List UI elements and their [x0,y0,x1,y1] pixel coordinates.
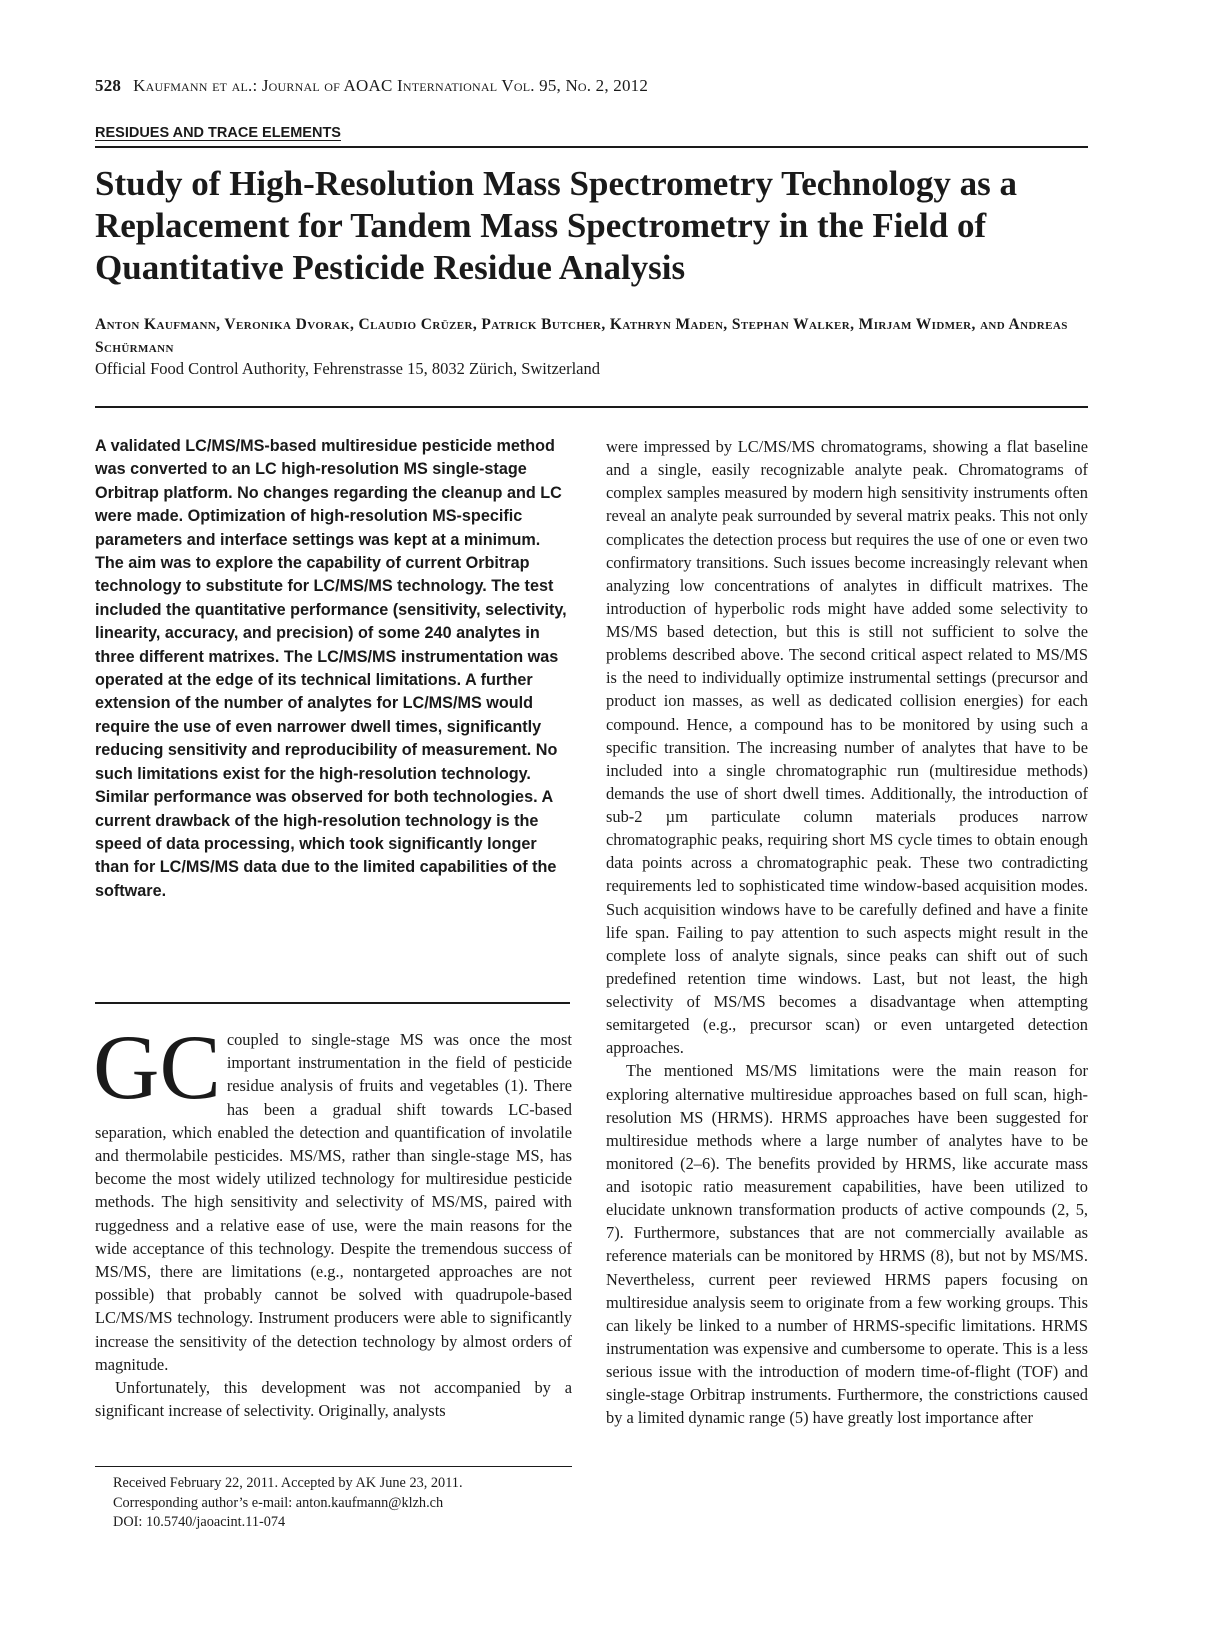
right-paragraph-1: were impressed by LC/MS/MS chromatograms, showing a flat baseline and a single, easily recognizable analyte peak. Chromatograms of complex samples measured by modern high sensitivity instruments often reveal an analyte peak surrounded by several matrix peaks. This not only complicates the detection process but requires the use of one or even two confirmatory transitions. Such issues become increasingly relevant when analyzing low concentrations of analytes in difficult matrixes. The introduction of hyperbolic rods might have added some selectivity to MS/MS based detection, but this is still not sufficient to solve the problems described above. The second critical aspect related to MS/MS is the need to individually optimize instrumental settings (precursor and product ion masses, as well as dedicated collision energies) for each compound. Hence, a compound has to be monitored by using such a specific transition. The increasing number of analytes that have to be included into a single chromatographic run (multiresidue methods) demands the use of short dwell times. Additionally, the introduction of sub-2 µm particulate column materials produces narrow chromatographic peaks, requiring short MS cycle times to obtain enough data points across a chromatographic peak. These two contradicting requirements led to sophisticated time window-based acquisition modes. Such acquisition windows have to be carefully defined and have a finite life span. Failing to pay attention to such aspects might result in the complete loss of analyte signals, since peaks can shift out of such predefined retention time windows. Last, but not least, the high selectivity of MS/MS becomes a disadvantage when attempting semitargeted (e.g., precursor scan) or even untargeted detection approaches. [606,437,1088,1058]
right-paragraph-2: The mentioned MS/MS limitations were the main reason for exploring alternative multiresidue approaches based on full scan, high-resolution MS (HRMS). HRMS approaches have been suggested for multiresidue methods where a large number of analytes have to be monitored (2–6). The benefits provided by HRMS, like accurate mass and isotopic ratio measurement capabilities, have been utilized to elucidate unknown transformation products of active compounds (2, 5, 7). Furthermore, substances that are not commercially available as reference materials can be monitored by HRMS (8), but not by MS/MS. Nevertheless, current peer reviewed HRMS papers focusing on multiresidue analysis seem to originate from a few working groups. This can likely be linked to a number of HRMS-specific limitations. HRMS instrumentation was expensive and cumbersome to operate. This is a less serious issue with the introduction of modern time-of-flight (TOF) and single-stage Orbitrap instruments. Furthermore, the constrictions caused by a limited dynamic range (5) have greatly lost importance after [606,1061,1088,1428]
doi-note: DOI: 10.5740/jaoacint.11-074 [113,1514,286,1530]
author-list: Anton Kaufmann, Veronika Dvorak, Claudio Crüzer, Patrick Butcher, Kathryn Maden, Stephan Walker, Mirjam Widmer, and Andreas Schürmann [95,316,1068,356]
journal-citation: Kaufmann et al.: Journal of AOAC International Vol. 95, No. 2, 2012 [133,76,649,95]
abstract: A validated LC/MS/MS-based multiresidue pesticide method was converted to an LC high-resolution MS single-stage Orbitrap platform. No changes regarding the cleanup and LC were made. Optimization of high-resolution MS-specific parameters and interface settings was kept at a minimum. The aim was to explore the capability of current Orbitrap technology to substitute for LC/MS/MS technology. The test included the quantitative performance (sensitivity, selectivity, linearity, accuracy, and precision) of some 240 analytes in three different matrixes. The LC/MS/MS instrumentation was operated at the edge of its technical limitations. A further extension of the number of analytes for LC/MS/MS would require the use of even narrower dwell times, significantly reducing sensitivity and reproducibility of measurement. No such limitations exist for the high-resolution technology. Similar performance was observed for both technologies. A current drawback of the high-resolution technology is the speed of data processing, which took significantly longer than for LC/MS/MS data due to the limited capabilities of the software. [95,437,567,900]
header-rule [95,406,1088,408]
drop-cap: GC [93,1016,221,1118]
top-rule [95,146,1088,148]
intro-paragraph-2: Unfortunately, this development was not accompanied by a significant increase of selectivity. Originally, analysts [95,1378,572,1421]
intro-paragraph-1-text: coupled to single-stage MS was once the most important instrumentation in the field of pesticide residue analysis of fruits and vegetables (1). There has been a gradual shift towards LC-based separation, which enabled the detection and quantification of involatile and thermolabile pesticides. MS/MS, rather than single-stage MS, has become the most widely utilized technology for multiresidue pesticide methods. The high sensitivity and selectivity of MS/MS, paired with ruggedness and a relative ease of use, were the main reasons for the wide acceptance of this technology. Despite the tremendous success of MS/MS, there are limitations (e.g., nontargeted approaches are not possible) that probably cannot be solved with quadrupole-based LC/MS/MS technology. Instrument producers were able to significantly increase the sensitivity of the detection technology by almost orders of magnitude. [95,1030,572,1374]
intro-column [93,1016,572,1422]
running-head [95,76,648,96]
intro-paragraph-1 [93,1016,572,1376]
page-number: 528 [95,76,122,95]
article-title: Study of High-Resolution Mass Spectrometry Technology as a Replacement for Tandem Mass Spectrometry in the Field of Quantitative Pesticide Residue Analysis [95,164,1018,287]
right-column [606,435,1088,1429]
email-note: Corresponding author’s e-mail: anton.kaufmann@klzh.ch [113,1494,444,1511]
section-label: RESIDUES AND TRACE ELEMENTS [95,125,341,141]
footnote-rule [95,1466,572,1467]
received-note: Received February 22, 2011. Accepted by AK June 23, 2011. [113,1475,463,1491]
footnotes [113,1474,463,1533]
abstract-rule [95,1002,570,1004]
affiliation: Official Food Control Authority, Fehrenstrasse 15, 8032 Zürich, Switzerland [95,359,601,378]
